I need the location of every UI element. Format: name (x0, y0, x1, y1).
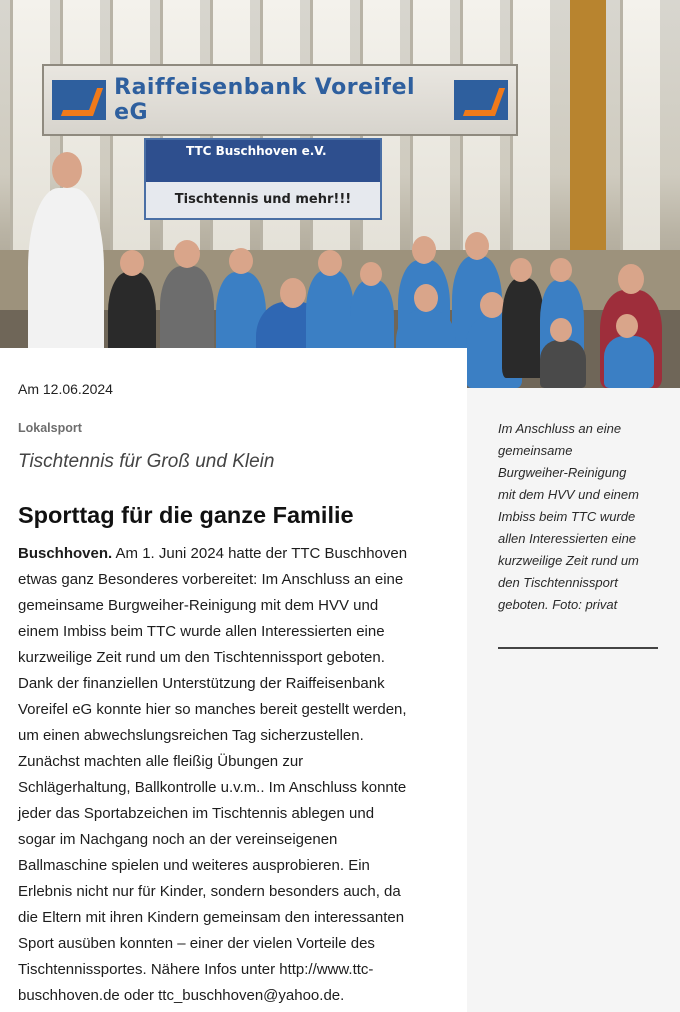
caption-line: gemeinsame (498, 443, 573, 458)
caption-line: kurzweilige Zeit rund um (498, 553, 639, 568)
body-line: sogar im Nachgang noch an der vereinseigenen (18, 831, 338, 848)
person-head (120, 250, 144, 276)
caption-line: mit dem HVV und einem (498, 487, 639, 502)
person-head (465, 232, 489, 260)
body-line-with-email[interactable]: buschhoven.de oder ttc_buschhoven@yahoo.de. (18, 987, 345, 1004)
person-head (229, 248, 253, 274)
body-line: die Eltern mit ihren Kindern gemeinsam den interessanten (18, 909, 405, 926)
person-head (280, 278, 306, 308)
article-headline: Sporttag für die ganze Familie (18, 502, 354, 528)
body-line-with-link[interactable]: Tischtennissportes. Nähere Infos unter http://www.ttc- (18, 961, 374, 978)
article-subtitle: Tischtennis für Groß und Klein (18, 451, 275, 472)
article-body (18, 541, 458, 1009)
body-line: kurzweilige Zeit rund um den Tischtennissport geboten. (18, 649, 385, 666)
caption-line: geboten. Foto: privat (498, 597, 618, 612)
caption-divider (498, 647, 658, 649)
person-child (502, 278, 544, 378)
sponsor-banner-text: Raiffeisenbank Voreifel eG (114, 75, 416, 125)
bank-logo-icon (52, 80, 106, 120)
body-line: Erlebnis nicht nur für Kinder, sondern besonders auch, da (18, 883, 401, 900)
body-line: Ballmaschine spielen und weiteres ausprobieren. Ein (18, 857, 370, 874)
body-line: um einen abwechslungsreichen Tag sicherzustellen. (18, 727, 364, 744)
caption-line: allen Interessierten eine (498, 531, 637, 546)
body-line: gemeinsame Burgweiher-Reinigung mit dem HVV und (18, 597, 379, 614)
person-child (604, 336, 654, 388)
body-line: einem Imbiss beim TTC wurde allen Interessierten eine (18, 623, 385, 640)
window-panel (620, 0, 660, 250)
caption-line: Burgweiher-Reinigung (498, 465, 627, 480)
club-banner-name: TTC Buschhoven e.V. (146, 140, 380, 182)
person-head (550, 258, 572, 282)
body-line: Voreifel eG konnte hier so manches bereit gestellt werden, (18, 701, 407, 718)
person-head (480, 292, 504, 318)
club-banner-slogan: Tischtennis und mehr!!! (174, 192, 352, 207)
body-line: Sport ausüben konnten – einer der vielen Vorteile des (18, 935, 375, 952)
person-head (174, 240, 200, 268)
article-category: Lokalsport (18, 421, 82, 435)
sponsor-banner (42, 64, 518, 136)
caption-line: Imbiss beim TTC wurde (498, 509, 636, 524)
body-line: Schlägerhaltung, Ballkontrolle u.v.m.. Im Anschluss konnte (18, 779, 407, 796)
bank-logo-icon (454, 80, 508, 120)
body-line: Zunächst machten alle fleißig Übungen zur (18, 753, 304, 770)
caption-line: den Tischtennissport (498, 575, 618, 590)
body-line: etwas ganz Besonderes vorbereitet: Im Anschluss an eine (18, 571, 404, 588)
person-head (360, 262, 382, 286)
person-head (52, 152, 82, 188)
body-line: Am 1. Juni 2024 hatte der TTC Buschhoven (112, 545, 408, 562)
article-photo (0, 0, 680, 388)
person-child (540, 340, 586, 388)
person-head (550, 318, 572, 342)
person-head (618, 264, 644, 294)
person-head (414, 284, 438, 312)
person-head (510, 258, 532, 282)
photo-caption (498, 418, 664, 616)
body-line: Dank der finanziellen Unterstützung der Raiffeisenbank (18, 675, 385, 692)
person-head (318, 250, 342, 276)
body-line: jeder das Sportabzeichen im Tischtennis ablegen und (18, 805, 375, 822)
person-head (616, 314, 638, 338)
club-banner (144, 138, 382, 220)
article-date: Am 12.06.2024 (18, 381, 113, 397)
article-location: Buschhoven. (18, 545, 113, 562)
caption-line: Im Anschluss an eine (498, 421, 622, 436)
person-head (412, 236, 436, 264)
